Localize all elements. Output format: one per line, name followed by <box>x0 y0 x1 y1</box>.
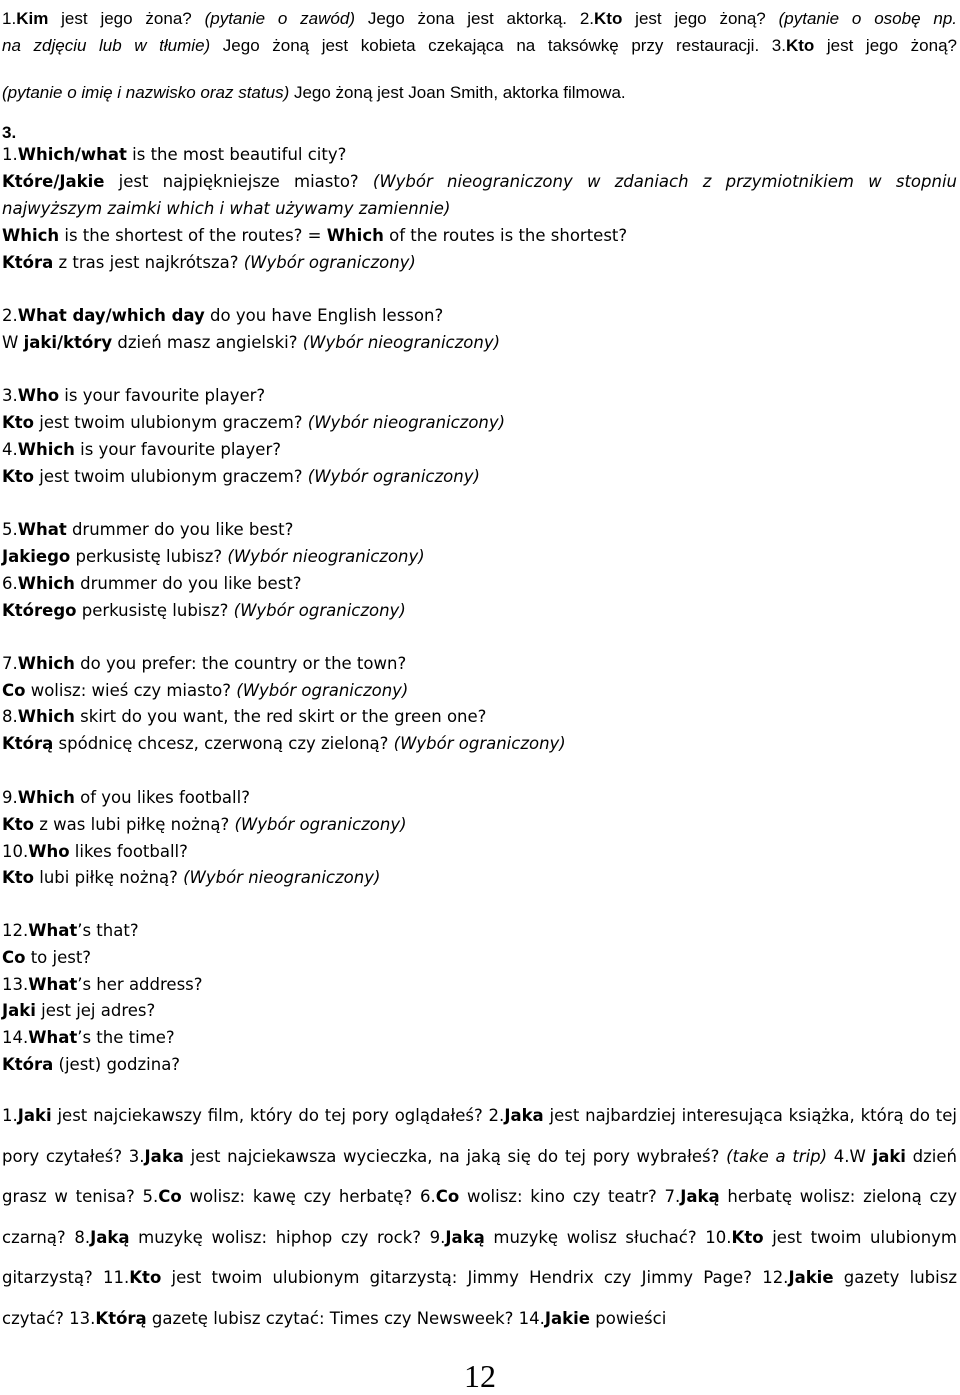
example-line <box>2 975 203 994</box>
text-run: (jest) godzina? <box>53 1055 181 1074</box>
bold-text: Jaka <box>144 1146 184 1166</box>
bold-text: Która <box>2 253 54 272</box>
example-line <box>2 172 957 191</box>
text-run: likes football? <box>69 842 188 861</box>
bold-text: Who <box>17 386 60 405</box>
text-run: 8. <box>2 707 18 726</box>
italic-note: (pytanie o osobę np. <box>778 9 958 28</box>
example-line <box>2 921 139 940</box>
example-line <box>2 601 406 620</box>
section-number <box>2 119 16 147</box>
example-line <box>2 815 407 834</box>
text-run: muzykę wolisz słuchać? 10. <box>484 1227 732 1247</box>
example-line <box>2 199 450 218</box>
text-run: lubi piłkę nożną? <box>34 868 184 887</box>
example-line <box>2 386 265 405</box>
text-run: 1. <box>2 9 17 28</box>
text-run: is your favourite player? <box>59 386 266 405</box>
text-run: 9. <box>2 788 18 807</box>
bold-text: Kto <box>785 36 815 55</box>
text-run: herbatę wolisz: zieloną czy czarną? 8. <box>2 1187 957 1247</box>
text-run: spódnicę chcesz, czerwoną czy zieloną? <box>53 734 394 753</box>
italic-note: (Wybór nieograniczony) <box>227 547 425 566</box>
bold-text: Kto <box>2 413 35 432</box>
example-line <box>2 145 346 164</box>
intro-line <box>2 32 957 60</box>
text-run: wolisz: kawę czy herbatę? 6. <box>181 1187 436 1206</box>
bold-text: Kto <box>731 1227 764 1247</box>
bold-text: Which <box>17 707 75 726</box>
bold-text: Jakie <box>788 1268 834 1287</box>
exercise-paragraph <box>2 1096 957 1339</box>
text-run: dzień grasz w tenisa? 5. <box>2 1146 957 1206</box>
intro-line <box>2 5 957 33</box>
text-run: wolisz: wieś czy miasto? <box>25 681 237 700</box>
bold-text: Which <box>17 788 75 807</box>
example-line <box>2 788 250 807</box>
text-run: is your favourite player? <box>74 440 282 459</box>
text-run: gazety lubisz czytać? 13. <box>2 1268 957 1328</box>
bold-text: Jakie <box>544 1308 590 1328</box>
bold-text: Kto <box>129 1268 162 1287</box>
text-run: 5. <box>2 520 18 539</box>
text-run: ’s that? <box>77 921 139 940</box>
bold-text: Which/what <box>17 145 127 164</box>
example-line <box>2 654 406 673</box>
italic-note: (pytanie o zawód) <box>204 9 355 28</box>
italic-note: (Wybór nieograniczony) <box>307 413 506 432</box>
example-line <box>2 868 380 887</box>
bold-text: What <box>28 921 78 940</box>
text-run: 12. <box>2 921 29 940</box>
italic-note: (Wybór ograniczony) <box>243 253 416 272</box>
text-run: 10. <box>2 842 29 861</box>
italic-note: (Wybór ograniczony) <box>233 601 406 620</box>
bold-text: Kim <box>16 9 49 28</box>
text-run: dzień masz angielski? <box>112 333 303 352</box>
example-line <box>2 842 188 861</box>
bold-text: Jaką <box>680 1187 720 1206</box>
text-run: jest jego żoną? <box>814 36 957 55</box>
text-run: z tras jest najkrótsza? <box>53 253 244 272</box>
bold-text: Którego <box>2 601 77 620</box>
bold-text: Jakiego <box>2 547 71 566</box>
bold-text: Which <box>17 654 75 673</box>
text-run: of you likes football? <box>74 788 250 807</box>
bold-text: What <box>28 975 78 994</box>
example-line <box>2 1055 180 1074</box>
page-number: 12 <box>464 1358 496 1394</box>
example-line <box>2 413 505 432</box>
example-line <box>2 1001 155 1020</box>
bold-text: Jaki <box>17 1106 52 1125</box>
text-run: 14. <box>2 1028 29 1047</box>
italic-note: (Wybór ograniczony) <box>234 815 407 834</box>
bold-text: What <box>17 520 67 539</box>
text-run: ’s her address? <box>77 975 203 994</box>
example-line <box>2 707 486 726</box>
italic-note: (Wybór ograniczony) <box>393 734 566 753</box>
text-run: skirt do you want, the red skirt or the green one? <box>74 707 487 726</box>
text-run: muzykę wolisz: hiphop czy rock? 9. <box>129 1227 446 1247</box>
text-run: Jego żoną jest Joan Smith, aktorka filmowa. <box>289 83 626 102</box>
bold-text: Which <box>326 226 384 245</box>
bold-text: What <box>28 1028 78 1047</box>
example-line <box>2 681 408 700</box>
bold-text: Kto <box>594 9 623 28</box>
text-run: z was lubi piłkę nożną? <box>34 815 235 834</box>
italic-note: (Wybór nieograniczony) <box>302 333 501 352</box>
text-run: ’s the time? <box>77 1028 175 1047</box>
bold-text: Które/Jakie <box>2 172 105 191</box>
example-line <box>2 520 293 539</box>
text-run: jest najciekawsza wycieczka, na jaką się do tej pory wybrałeś? <box>183 1146 727 1166</box>
text-run: Jego żoną jest kobieta czekająca na taksówkę przy restauracji. 3. <box>210 36 786 55</box>
bold-text: What day/which day <box>17 306 205 325</box>
bold-text: jaki <box>872 1146 906 1166</box>
text-run: W <box>2 333 24 352</box>
text-run: jest najciekawszy film, który do tej pory oglądałeś? 2. <box>51 1106 505 1125</box>
text-run: jest jego żoną? <box>622 9 779 28</box>
italic-note: (Wybór nieograniczony w zdaniach z przymiotnikiem w stopniu <box>372 172 958 191</box>
text-run: is the most beautiful city? <box>126 145 347 164</box>
bold-text: Who <box>28 842 70 861</box>
bold-text: Którą <box>2 734 54 753</box>
example-line <box>2 547 425 566</box>
bold-text: Kto <box>2 467 35 486</box>
bold-text: Kto <box>2 868 35 887</box>
text-run: do you have English lesson? <box>204 306 444 325</box>
text-run: 3. <box>2 386 18 405</box>
text-run: wolisz: kino czy teatr? 7. <box>459 1187 681 1206</box>
bold-text: Która <box>2 1055 54 1074</box>
bold-text: Which <box>2 226 60 245</box>
example-line <box>2 253 416 272</box>
example-line <box>2 440 281 459</box>
bold-text: Którą <box>95 1308 147 1328</box>
bold-text: 3. <box>2 123 17 142</box>
text-run: jest najpiękniejsze miasto? <box>104 172 373 191</box>
bold-text: Jaką <box>445 1227 485 1247</box>
example-line <box>2 306 443 325</box>
example-line <box>2 734 566 753</box>
text-run: Jego żona jest aktorką. 2. <box>355 9 595 28</box>
bold-text: Jaką <box>90 1227 130 1247</box>
example-line <box>2 467 480 486</box>
example-line <box>2 1028 175 1047</box>
italic-note: na zdjęciu lub w tłumie) <box>2 36 211 55</box>
text-run: jest twoim ulubionym graczem? <box>34 413 308 432</box>
bold-text: Jaka <box>504 1106 544 1125</box>
text-run: jest twoim ulubionym gitarzystą: Jimmy Hendrix czy Jimmy Page? 12. <box>161 1268 789 1287</box>
text-run: drummer do you like best? <box>66 520 294 539</box>
text-run: 4.W <box>827 1146 873 1166</box>
text-run: perkusistę lubisz? <box>76 601 234 620</box>
bold-text: Kto <box>2 815 35 834</box>
bold-text: Jaki <box>2 1001 36 1020</box>
italic-note: (Wybór nieograniczony) <box>183 868 381 887</box>
text-run: 2. <box>2 306 18 325</box>
example-line <box>2 948 91 967</box>
example-line <box>2 574 302 593</box>
text-run: perkusistę lubisz? <box>70 547 228 566</box>
text-run: 1. <box>2 1106 18 1125</box>
text-run: jest twoim ulubionym graczem? <box>34 467 308 486</box>
bold-text: Co <box>2 681 26 700</box>
text-run: 1. <box>2 145 18 164</box>
text-run: is the shortest of the routes? = <box>59 226 327 245</box>
text-run: jest najbardziej interesująca książka, którą do tej pory czytałeś? 3. <box>2 1106 957 1166</box>
example-line <box>2 226 627 245</box>
bold-text: Which <box>17 440 75 459</box>
italic-note: (take a trip) <box>726 1146 828 1166</box>
text-run: 13. <box>2 975 29 994</box>
text-run: jest jego żona? <box>48 9 205 28</box>
text-run: 6. <box>2 574 18 593</box>
italic-note: (pytanie o imię i nazwisko oraz status) <box>2 83 290 102</box>
text-run: gazetę lubisz czytać: Times czy Newsweek? 14. <box>146 1308 545 1328</box>
intro-line <box>2 79 626 107</box>
text-run: 4. <box>2 440 18 459</box>
text-run: to jest? <box>25 948 92 967</box>
text-run: 7. <box>2 654 18 673</box>
text-run: jest jej adres? <box>35 1001 156 1020</box>
text-run: do you prefer: the country or the town? <box>74 654 407 673</box>
text-run: of the routes is the shortest? <box>383 226 628 245</box>
text-run: jest twoim ulubionym gitarzystą? 11. <box>2 1227 957 1287</box>
italic-note: najwyższym zaimki which i what używamy zamiennie) <box>2 199 451 218</box>
bold-text: Which <box>17 574 75 593</box>
italic-note: (Wybór ograniczony) <box>236 681 409 700</box>
bold-text: Co <box>158 1187 182 1206</box>
bold-text: Co <box>2 948 26 967</box>
bold-text: Co <box>435 1187 460 1206</box>
text-run: powieści <box>590 1308 667 1328</box>
text-run: drummer do you like best? <box>74 574 302 593</box>
example-line <box>2 333 500 352</box>
bold-text: jaki/który <box>23 333 113 352</box>
italic-note: (Wybór ograniczony) <box>307 467 480 486</box>
